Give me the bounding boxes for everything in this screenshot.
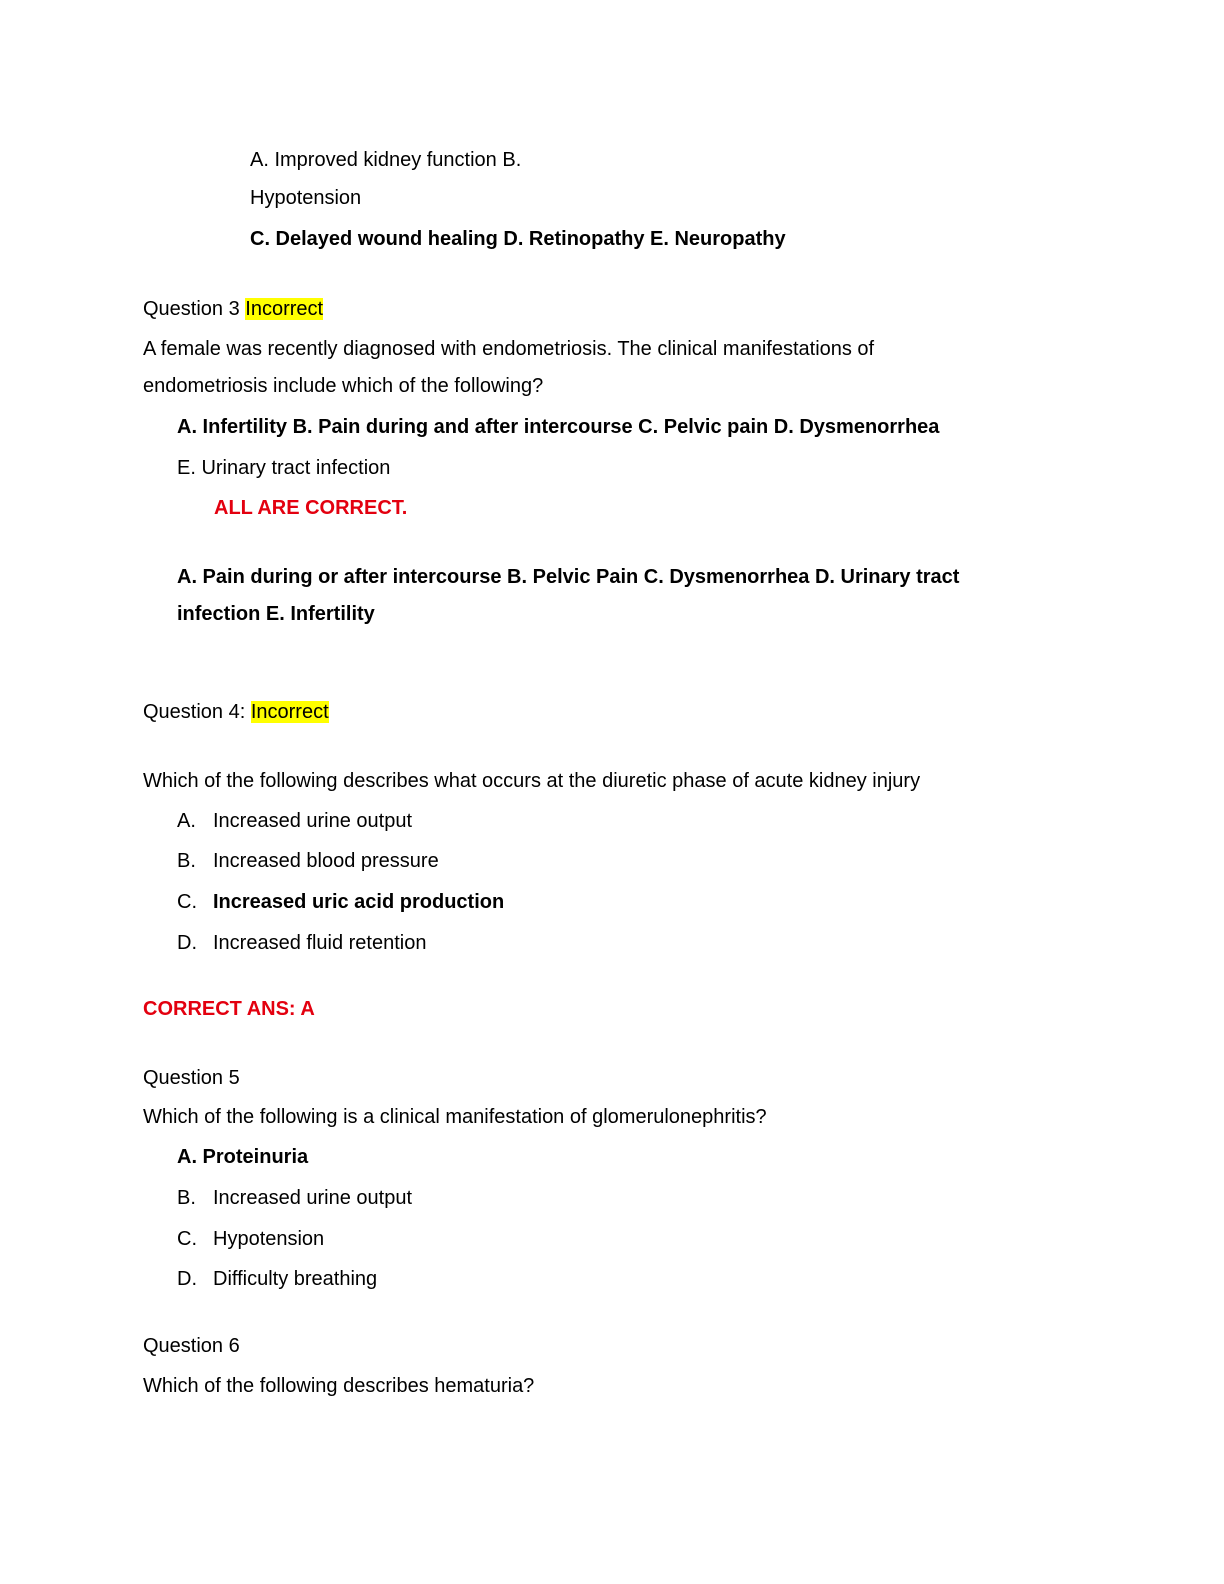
q5-option-d — [177, 1267, 377, 1291]
option-text: Increased uric acid production — [213, 891, 505, 913]
option-letter: B. — [177, 850, 196, 872]
q4-status-badge: Incorrect — [250, 701, 329, 723]
q3-label: Question 3 — [143, 298, 246, 320]
option-letter: C. — [177, 1228, 197, 1250]
q3-status-badge: Incorrect — [245, 298, 324, 320]
option-letter: A. — [177, 810, 196, 832]
q3-stem-line-2: endometriosis include which of the following? — [143, 375, 544, 397]
q5-heading: Question 5 — [143, 1067, 240, 1089]
option-text: Difficulty breathing — [213, 1268, 378, 1290]
q6-heading: Question 6 — [143, 1335, 240, 1357]
q4-option-d — [177, 931, 426, 955]
option-letter: B. — [177, 1187, 196, 1209]
option-letter: D. — [177, 932, 197, 954]
q2-option-line-3: C. Delayed wound healing D. Retinopathy E. Neuropathy — [250, 228, 786, 250]
q2-option-line-1: A. Improved kidney function B. — [250, 149, 522, 171]
option-text: Increased blood pressure — [213, 850, 439, 872]
q4-option-a — [177, 809, 412, 833]
option-letter: C. — [177, 891, 197, 913]
q3-answer-line-1: A. Pain during or after intercourse B. Pelvic Pain C. Dysmenorrhea D. Urinary tract — [177, 566, 960, 588]
q3-note: ALL ARE CORRECT. — [214, 497, 408, 519]
q5-option-a: A. Proteinuria — [177, 1146, 309, 1168]
q3-answer-line-2: infection E. Infertility — [177, 603, 375, 625]
q4-label: Question 4: — [143, 701, 251, 723]
option-letter: D. — [177, 1268, 197, 1290]
q5-option-b — [177, 1186, 412, 1210]
q4-stem: Which of the following describes what occurs at the diuretic phase of acute kidney injury — [143, 770, 921, 792]
q5-option-c — [177, 1227, 324, 1251]
option-text: Hypotension — [213, 1228, 325, 1250]
q6-stem: Which of the following describes hematuria? — [143, 1375, 535, 1397]
option-text: Increased urine output — [213, 810, 413, 832]
q5-stem: Which of the following is a clinical manifestation of glomerulonephritis? — [143, 1106, 767, 1128]
q3-options-line-1: A. Infertility B. Pain during and after intercourse C. Pelvic pain D. Dysmenorrhea — [177, 416, 940, 438]
q2-option-line-2: Hypotension — [250, 187, 362, 209]
q3-stem-line-1: A female was recently diagnosed with endometriosis. The clinical manifestations of — [143, 338, 875, 360]
q3-options-line-2: E. Urinary tract infection — [177, 457, 391, 479]
q3-heading — [143, 297, 323, 321]
q4-heading — [143, 700, 329, 724]
option-text: Increased urine output — [213, 1187, 413, 1209]
q4-option-b — [177, 849, 439, 873]
q4-option-c — [177, 890, 504, 914]
option-text: Increased fluid retention — [213, 932, 427, 954]
q4-correct-answer: CORRECT ANS: A — [143, 998, 315, 1020]
